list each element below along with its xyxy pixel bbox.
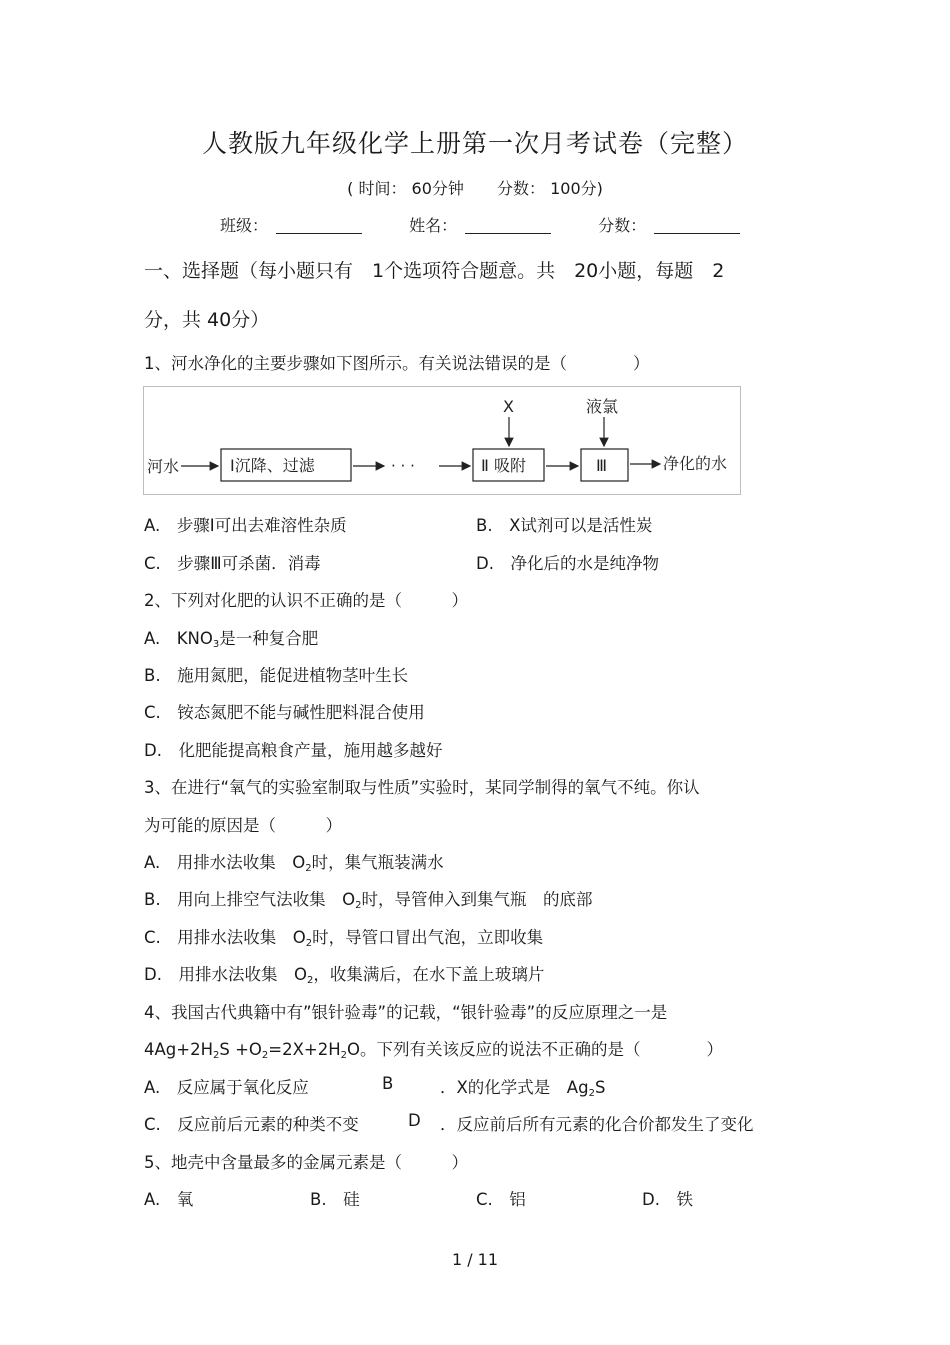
name-label: 姓名： xyxy=(409,216,458,235)
score-info: 分数： 100分) xyxy=(497,179,603,198)
q1-stem: 1、河水净化的主要步骤如下图所示。有关说法错误的是（ ） xyxy=(144,354,650,373)
q4-option-c: C. 反应前后元素的种类不变 xyxy=(144,1115,359,1134)
q5-option-d: D. 铁 xyxy=(642,1190,693,1209)
q4-eq-part2: S +O xyxy=(219,1040,262,1059)
q4-option-a: A. 反应属于氧化反应 xyxy=(144,1078,309,1097)
time-info: ( 时间： 60分钟 xyxy=(347,179,464,198)
q4-option-d-letter: D xyxy=(408,1111,421,1130)
q4-b-text: ．X的化学式是 Ag xyxy=(440,1078,589,1097)
diagram-svg xyxy=(144,387,742,496)
q1-option-b: B. X试剂可以是活性炭 xyxy=(476,516,653,535)
exam-info xyxy=(0,176,950,199)
diagram-dots: · · · xyxy=(391,457,415,475)
step1-label: Ⅰ沉降、过滤 xyxy=(230,456,315,475)
q3-b-subscript: 2 xyxy=(355,900,362,911)
q4-eq-sub3: 2 xyxy=(340,1050,348,1061)
q4-stem-line2 xyxy=(144,1036,723,1061)
class-blank xyxy=(276,217,362,234)
step2-label: Ⅱ 吸附 xyxy=(481,456,526,475)
q3-option-a xyxy=(144,849,444,874)
q2-a-text-end: 是一种复合肥 xyxy=(219,629,319,648)
water-purification-diagram xyxy=(143,386,741,495)
q3-d-text-end: ，收集满后，在水下盖上玻璃片 xyxy=(313,965,545,984)
section-heading-line2: 分，共 40分） xyxy=(144,309,270,331)
step3-label: Ⅲ xyxy=(596,456,608,475)
q5-option-a: A. 氧 xyxy=(144,1190,194,1209)
q4-stem-line1: 4、我国古代典籍中有”银针验毒”的记载，“银针验毒”的反应原理之一是 xyxy=(144,1003,668,1022)
q4-option-b-letter: B xyxy=(382,1074,394,1093)
diagram-output-label: 净化的水 xyxy=(663,454,728,473)
page-number: 1 / 11 xyxy=(451,1250,499,1269)
score-label: 分数： xyxy=(598,216,647,235)
class-field xyxy=(220,213,362,236)
q2-option-a xyxy=(144,625,318,650)
q3-c-text: C. 用排水法收集 O xyxy=(144,928,306,947)
name-field xyxy=(409,213,551,236)
q4-option-d: ．反应前后所有元素的化合价都发生了变化 xyxy=(440,1115,754,1134)
q1-option-c: C. 步骤Ⅲ可杀菌．消毒 xyxy=(144,554,321,573)
name-blank xyxy=(465,217,551,234)
q1-option-d: D. 净化后的水是纯净物 xyxy=(476,554,659,573)
q5-option-c: C. 铝 xyxy=(476,1190,526,1209)
q3-b-text: B. 用向上排空气法收集 O xyxy=(144,890,356,909)
q2-stem: 2、下列对化肥的认识不正确的是（ ） xyxy=(144,591,468,610)
q4-b-subscript: 2 xyxy=(588,1088,595,1099)
q3-option-b xyxy=(144,886,592,911)
q3-stem-line2: 为可能的原因是（ ） xyxy=(144,816,342,835)
section-heading-line1: 一、选择题（每小题只有 1个选项符合题意。共 20小题，每题 2 xyxy=(144,260,725,282)
q3-a-text: A. 用排水法收集 O xyxy=(144,853,306,872)
q2-option-b: B. 施用氮肥，能促进植物茎叶生长 xyxy=(144,666,409,685)
q3-a-text-end: 时，集气瓶装满水 xyxy=(311,853,444,872)
q2-a-text: A. KNO xyxy=(144,629,213,648)
q4-eq-part3: =2X+2H xyxy=(268,1040,341,1059)
q4-b-text-end: S xyxy=(594,1078,606,1097)
q3-option-c xyxy=(144,924,543,949)
q3-a-subscript: 2 xyxy=(305,863,312,874)
q3-d-text: D. 用排水法收集 O xyxy=(144,965,307,984)
q2-option-d: D. 化肥能提高粮食产量，施用越多越好 xyxy=(144,741,443,760)
q4-eq-sub1: 2 xyxy=(213,1050,220,1061)
q5-option-b: B. 硅 xyxy=(310,1190,360,1209)
page-title: 人教版九年级化学上册第一次月考试卷（完整） xyxy=(201,129,748,158)
q3-d-subscript: 2 xyxy=(306,975,314,986)
q3-option-d xyxy=(144,961,544,986)
reagent-cl-label: 液氯 xyxy=(586,397,619,416)
reagent-x-label: X xyxy=(503,397,514,416)
q2-a-subscript: 3 xyxy=(212,639,220,650)
q5-stem: 5、地壳中含量最多的金属元素是（ ） xyxy=(144,1153,468,1172)
q3-c-subscript: 2 xyxy=(305,938,313,949)
q4-eq-part1: 4Ag+2H xyxy=(144,1040,213,1059)
q2-option-c: C. 铵态氮肥不能与碱性肥料混合使用 xyxy=(144,703,425,722)
q3-stem-line1: 3、在进行“氧气的实验室制取与性质”实验时，某同学制得的氧气不纯。你认 xyxy=(144,778,700,797)
diagram-input-label: 河水 xyxy=(147,457,180,476)
q1-option-a: A. 步骤Ⅰ可出去难溶性杂质 xyxy=(144,516,347,535)
q4-eq-sub2: 2 xyxy=(261,1050,269,1061)
score-blank xyxy=(654,217,740,234)
class-label: 班级： xyxy=(220,216,269,235)
q3-b-text-end: 时，导管伸入到集气瓶 的底部 xyxy=(361,890,593,909)
q4-eq-part4: O。下列有关该反应的说法不正确的是（ ） xyxy=(347,1040,724,1059)
student-fields xyxy=(220,213,782,236)
q3-c-text-end: 时，导管口冒出气泡，立即收集 xyxy=(312,928,544,947)
score-field xyxy=(598,213,740,236)
q4-option-b xyxy=(440,1074,605,1099)
